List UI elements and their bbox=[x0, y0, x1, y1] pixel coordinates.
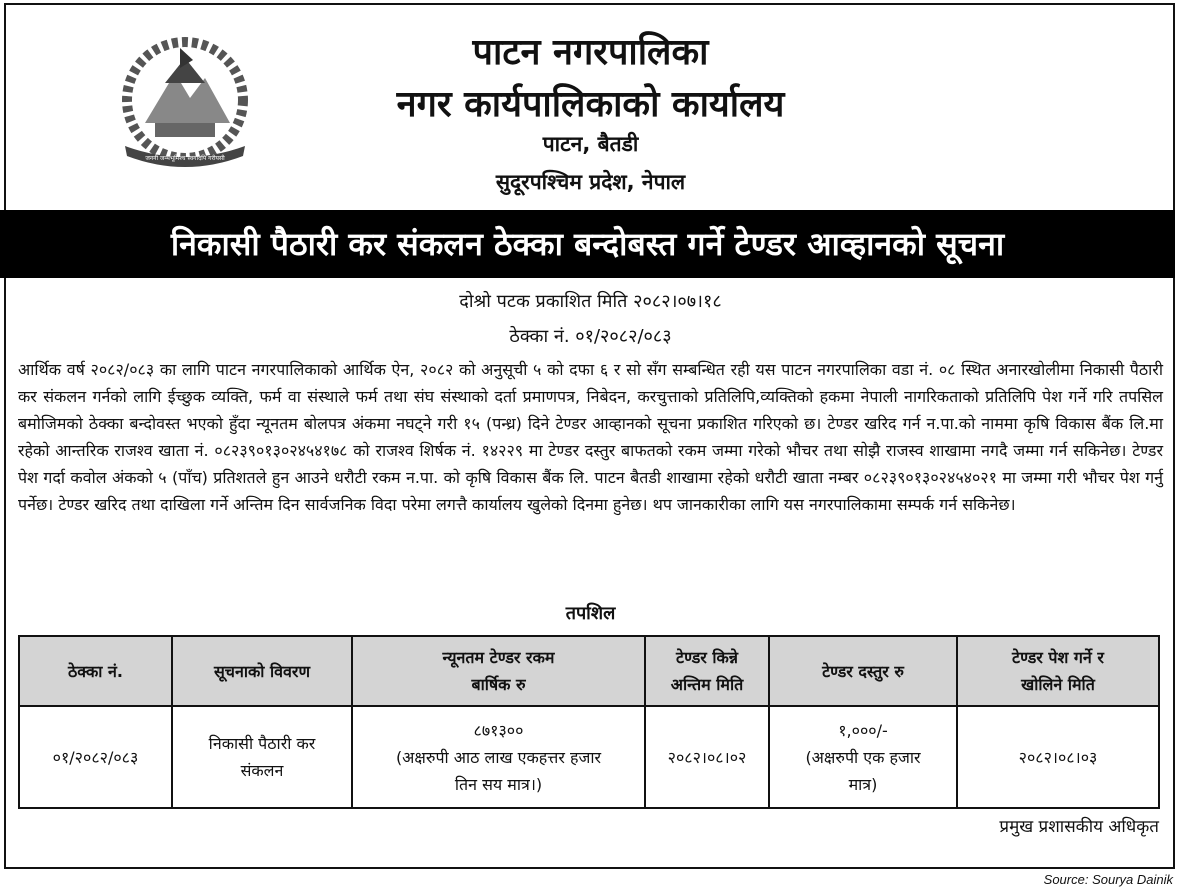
province-country: सुदूरपश्चिम प्रदेश, नेपाल bbox=[495, 170, 686, 194]
header-min-amount bbox=[352, 636, 645, 706]
emblem-motto: जननी जन्मभूमिश्च स्वर्गादपि गरीयसी bbox=[145, 155, 225, 162]
header-submit-date-line1: टेण्डर पेश गर्ने र bbox=[1012, 648, 1104, 667]
header-submit-date-line2: खोलिने मिति bbox=[1021, 675, 1095, 694]
notice-body bbox=[18, 356, 1163, 519]
header-last-date-line1: टेण्डर किन्ने bbox=[676, 648, 738, 667]
municipality-name: पाटन नगरपालिका bbox=[472, 32, 709, 73]
table-title: तपशिल bbox=[565, 603, 616, 624]
office-location: पाटन, बैतडी bbox=[542, 132, 639, 156]
cell-fee-words-line1: (अक्षरुपी एक हजार bbox=[805, 747, 921, 767]
cell-fee-words-line2: मात्र) bbox=[848, 774, 878, 794]
table-header-row bbox=[19, 636, 1159, 706]
details-table bbox=[18, 635, 1160, 809]
cell-amount-words-line1: (अक्षरुपी आठ लाख एकहत्तर हजार bbox=[395, 747, 602, 767]
header-submit-date bbox=[957, 636, 1159, 706]
contract-number: ठेक्का नं. ०१/२०८२/०८३ bbox=[509, 326, 672, 347]
header-fee: टेण्डर दस्तुर रु bbox=[769, 636, 957, 706]
office-name: नगर कार्यपालिकाको कार्यालय bbox=[396, 84, 785, 125]
header-description: सूचनाको विवरण bbox=[172, 636, 352, 706]
cell-contract-no: ०१/२०८२/०८३ bbox=[19, 706, 172, 808]
cell-fee bbox=[769, 706, 957, 808]
cell-fee-value: १,०००/- bbox=[838, 720, 888, 740]
signatory: प्रमुख प्रशासकीय अधिकृत bbox=[999, 817, 1159, 837]
cell-amount-value: ८७१३०० bbox=[473, 720, 524, 740]
notice-body-text: आर्थिक वर्ष २०८२/०८३ का लागि पाटन नगरपालिकाको आर्थिक ऐन, २०८२ को अनुसूची ५ को दफा ६ र सो सँग सम्बन्धित रही यस पाटन नगरपालिका वडा नं. ०८ स्थित अनारखोलीमा निकासी पैठारी कर संकलन गर्नको लागि ईच्छुक व्यक्ति, फर्म वा संस्थाले फर्म तथा संघ संस्थाको दर्ता प्रमाणपत्र, निबेदन, करचुत्ताको प्रतिलिपि,व्यक्तिको हकमा नेपाली नागरिकताको प्रतिलिपि पेश गर्ने गरि तपसिल बमोजिमको ठेक्का बन्दोवस्त भएको हुँदा न्यूनतम बोलपत्र अंकमा नघट्ने गरी १५ (पन्ध्र) दिने टेण्डर आव्हानको सूचना प्रकाशित गरिएको छ। टेण्डर खरिद गर्न न.पा.को नाममा कृषि विकास बैंक लि.मा रहेको आन्तरिक राजश्व खाता नं. ०८२३९०१३०२४५४१७८ को राजश्व शिर्षक नं. १४२२९ मा टेण्डर दस्तुर बाफतको रकम जम्मा गरेको भौचर तथा सोझै राजस्व शाखामा नगदै जम्मा गर्न सकिनेछ। टेण्डर पेश गर्दा कवोल अंकको ५ (पाँच) प्रतिशतले हुन आउने धरौटी रकम न.पा. को कृषि विकास बैंक लि. पाटन बैतडी शाखामा रहेको धरौटी खाता नम्बर ०८२३९०१३०२४५४०२१ मा जम्मा गरी भौचर पेश गर्नु पर्नेछ। टेण्डर खरिद तथा दाखिला गर्ने अन्तिम दिन सार्वजनिक विदा परेमा लगत्तै कार्यालय खुलेको दिनमा हुनेछ। थप जानकारीका लागि यस नगरपालिकामा सम्पर्क गर्न सकिनेछ। bbox=[18, 360, 1163, 515]
cell-submit-date: २०८२।०८।०३ bbox=[957, 706, 1159, 808]
table-row bbox=[19, 706, 1159, 808]
cell-last-date: २०८२।०८।०२ bbox=[645, 706, 769, 808]
source-credit: Source: Sourya Dainik bbox=[1043, 872, 1173, 887]
cell-min-amount bbox=[352, 706, 645, 808]
notice-title: निकासी पैठारी कर संकलन ठेक्का बन्दोबस्त गर्ने टेण्डर आव्हानको सूचना bbox=[0, 210, 1175, 278]
cell-description-line1: निकासी पैठारी कर bbox=[208, 734, 316, 753]
cell-description bbox=[172, 706, 352, 808]
cell-amount-words-line2: तिन सय मात्र।) bbox=[454, 774, 543, 794]
header-min-amount-line1: न्यूनतम टेण्डर रकम bbox=[442, 648, 555, 667]
header-contract-no: ठेक्का नं. bbox=[19, 636, 172, 706]
header-last-date-line2: अन्तिम मिति bbox=[670, 675, 744, 694]
cell-description-line2: संकलन bbox=[240, 761, 284, 780]
header-min-amount-line2: बार्षिक रु bbox=[471, 675, 526, 694]
publish-date: दोश्रो पटक प्रकाशित मिति २०८२।०७।१८ bbox=[459, 291, 722, 312]
header-last-date bbox=[645, 636, 769, 706]
